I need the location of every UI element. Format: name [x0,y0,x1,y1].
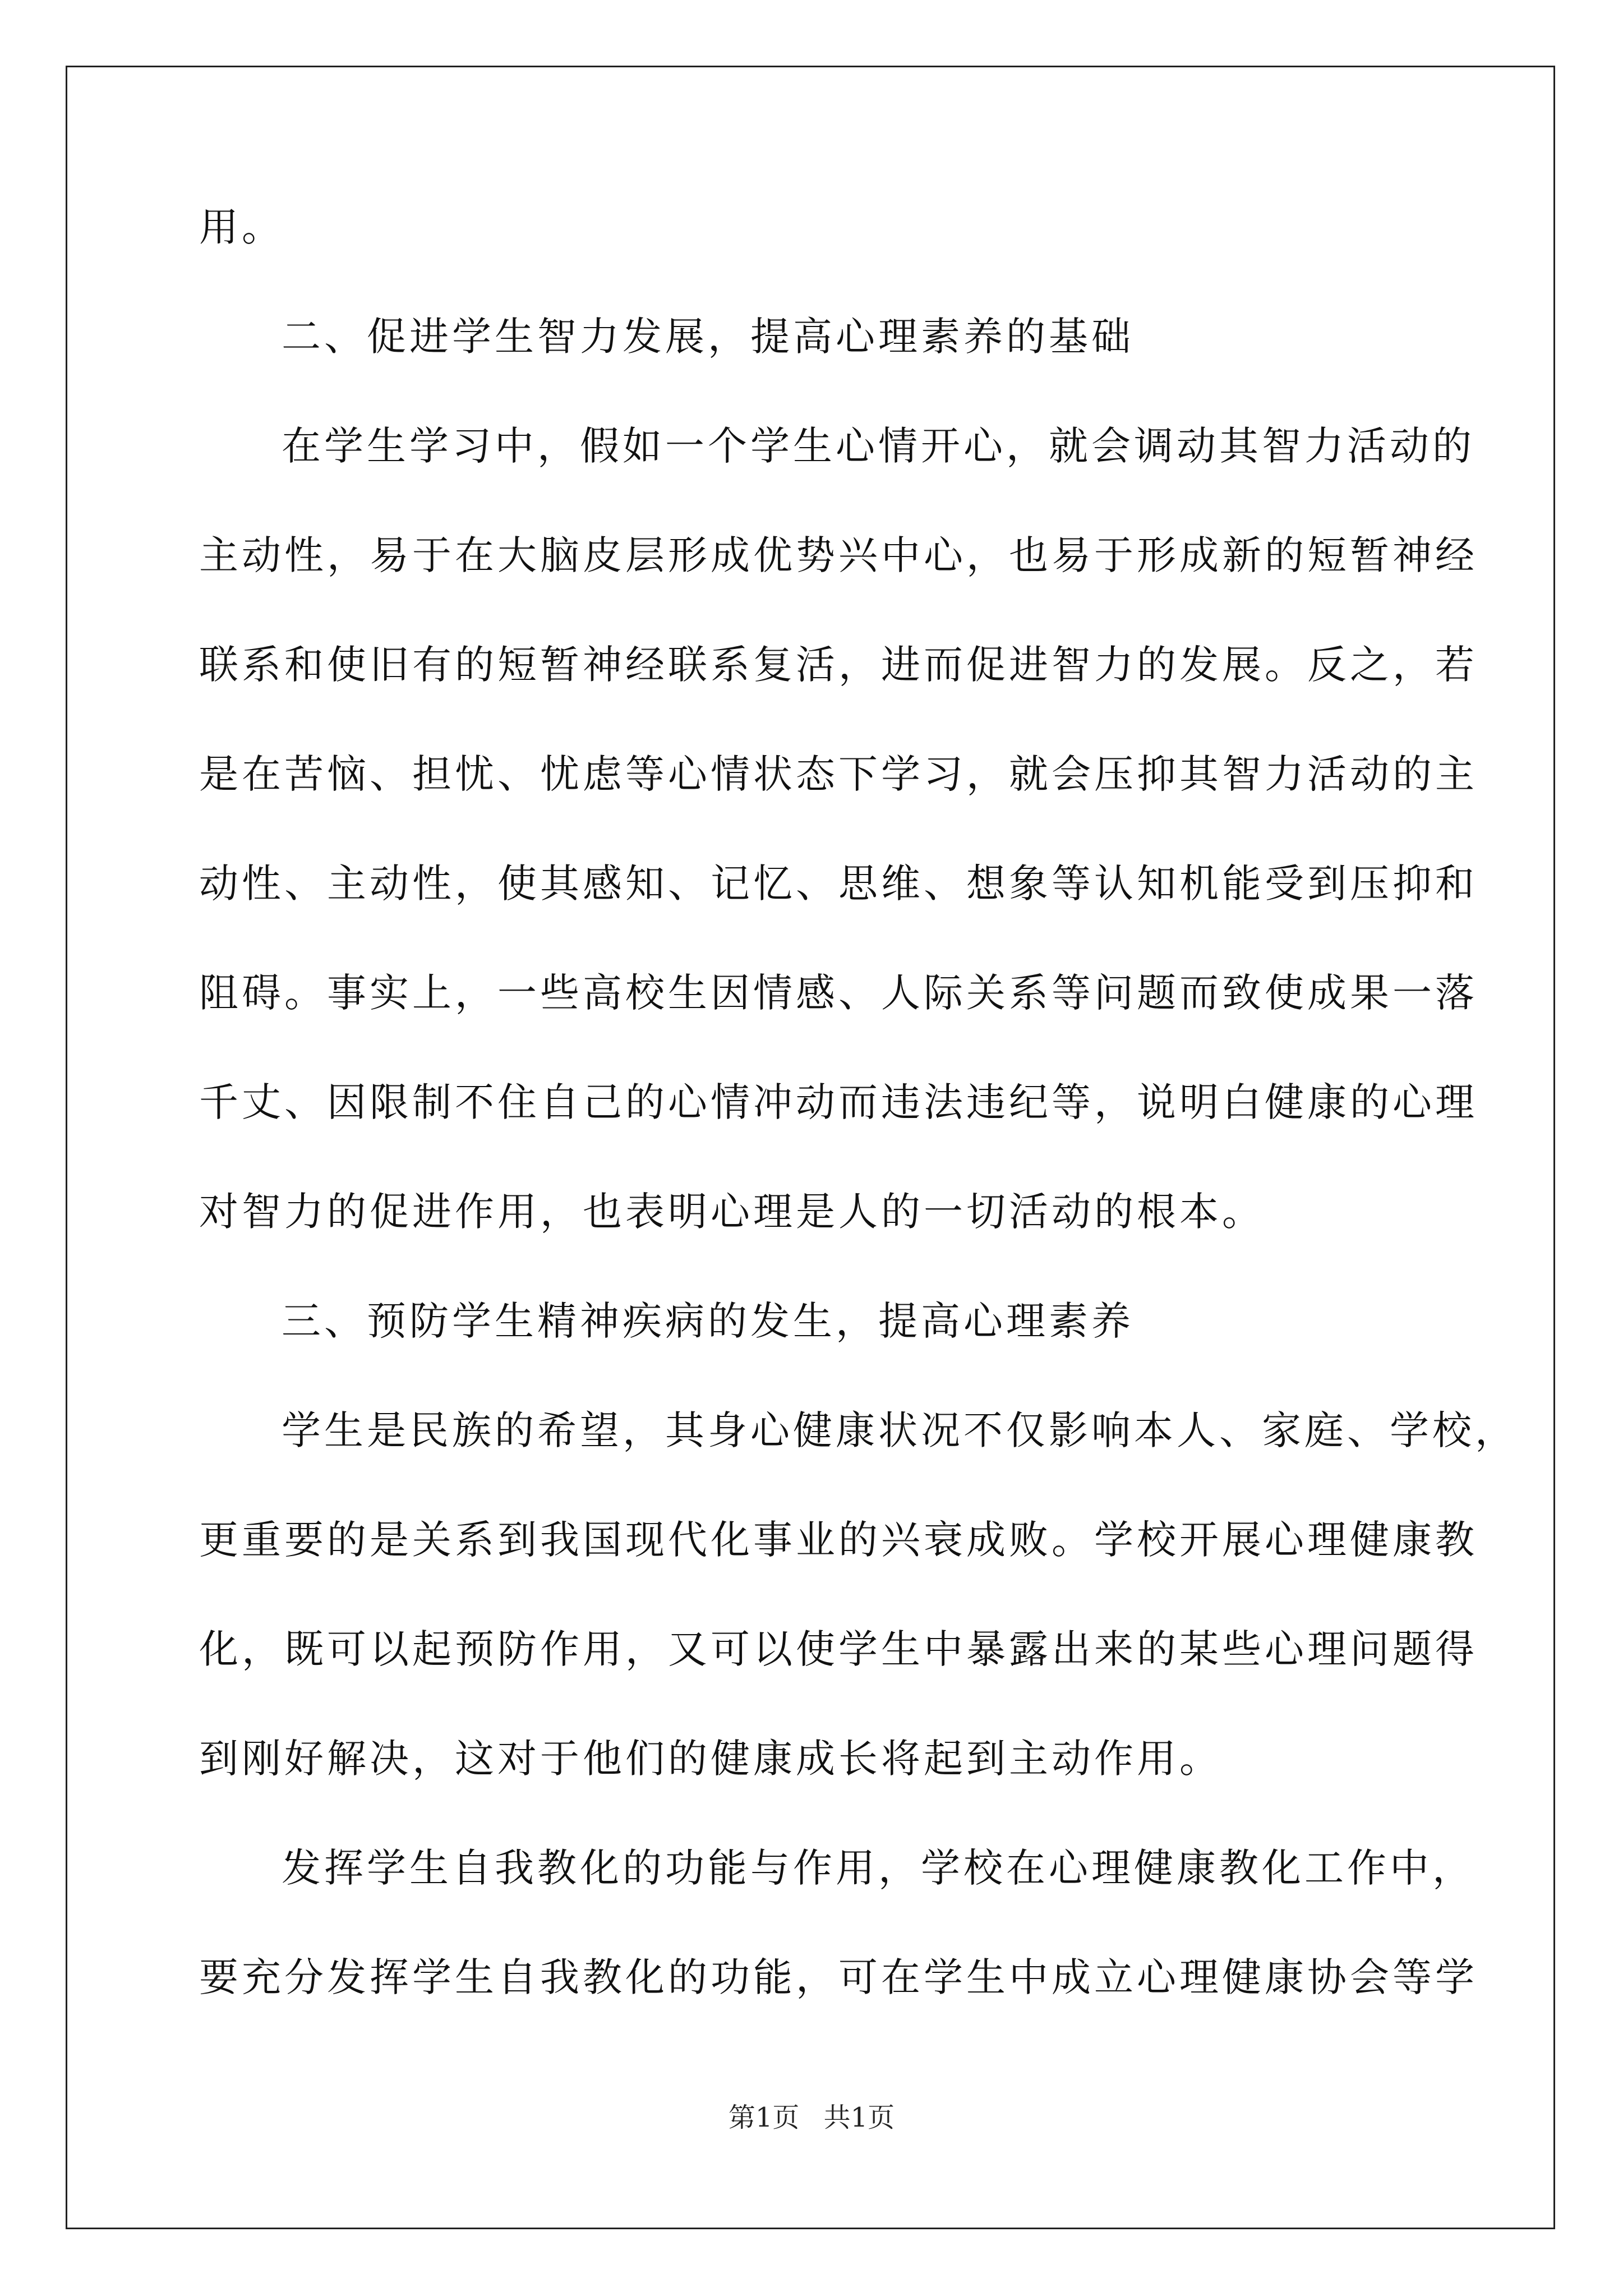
text-line: 主动性，易于在大脑皮层形成优势兴中心，也易于形成新的短暂神经 [199,532,1478,578]
page-border [66,66,1555,2229]
text-line: 到刚好解决，这对于他们的健康成长将起到主动作用。 [199,1736,1222,1782]
page-footer [0,2101,1623,2134]
text-line: 要充分发挥学生自我教化的功能，可在学生中成立心理健康协会等学 [199,1954,1478,2000]
text-line: 阻碍。事实上，一些高校生因情感、人际关系等问题而致使成果一落 [199,970,1478,1016]
text-line: 千丈、因限制不住自己的心情冲动而违法违纪等，说明白健康的心理 [199,1079,1478,1125]
section-heading: 三、预防学生精神疾病的发生，提高心理素养 [282,1298,1134,1344]
text-line: 发挥学生自我教化的功能与作用，学校在心理健康教化工作中， [282,1845,1475,1891]
text-line: 在学生学习中，假如一个学生心情开心，就会调动其智力活动的 [282,423,1475,469]
section-heading: 二、促进学生智力发展，提高心理素养的基础 [282,314,1134,360]
text-line: 学生是民族的希望，其身心健康状况不仅影响本人、家庭、学校， [282,1407,1518,1453]
text-line: 动性、主动性，使其感知、记忆、思维、想象等认知机能受到压抑和 [199,861,1478,907]
text-line: 是在苦恼、担忧、忧虑等心情状态下学习，就会压抑其智力活动的主 [199,751,1478,797]
page-total: 共1页 [823,2102,895,2133]
page-number: 第1页 [728,2102,800,2133]
text-line: 用。 [199,204,284,250]
text-line: 更重要的是关系到我国现代化事业的兴衰成败。学校开展心理健康教 [199,1517,1478,1563]
text-line: 联系和使旧有的短暂神经联系复活，进而促进智力的发展。反之，若 [199,642,1478,688]
text-line: 对智力的促进作用，也表明心理是人的一切活动的根本。 [199,1189,1265,1235]
text-line: 化，既可以起预防作用，又可以使学生中暴露出来的某些心理问题得 [199,1626,1478,1672]
